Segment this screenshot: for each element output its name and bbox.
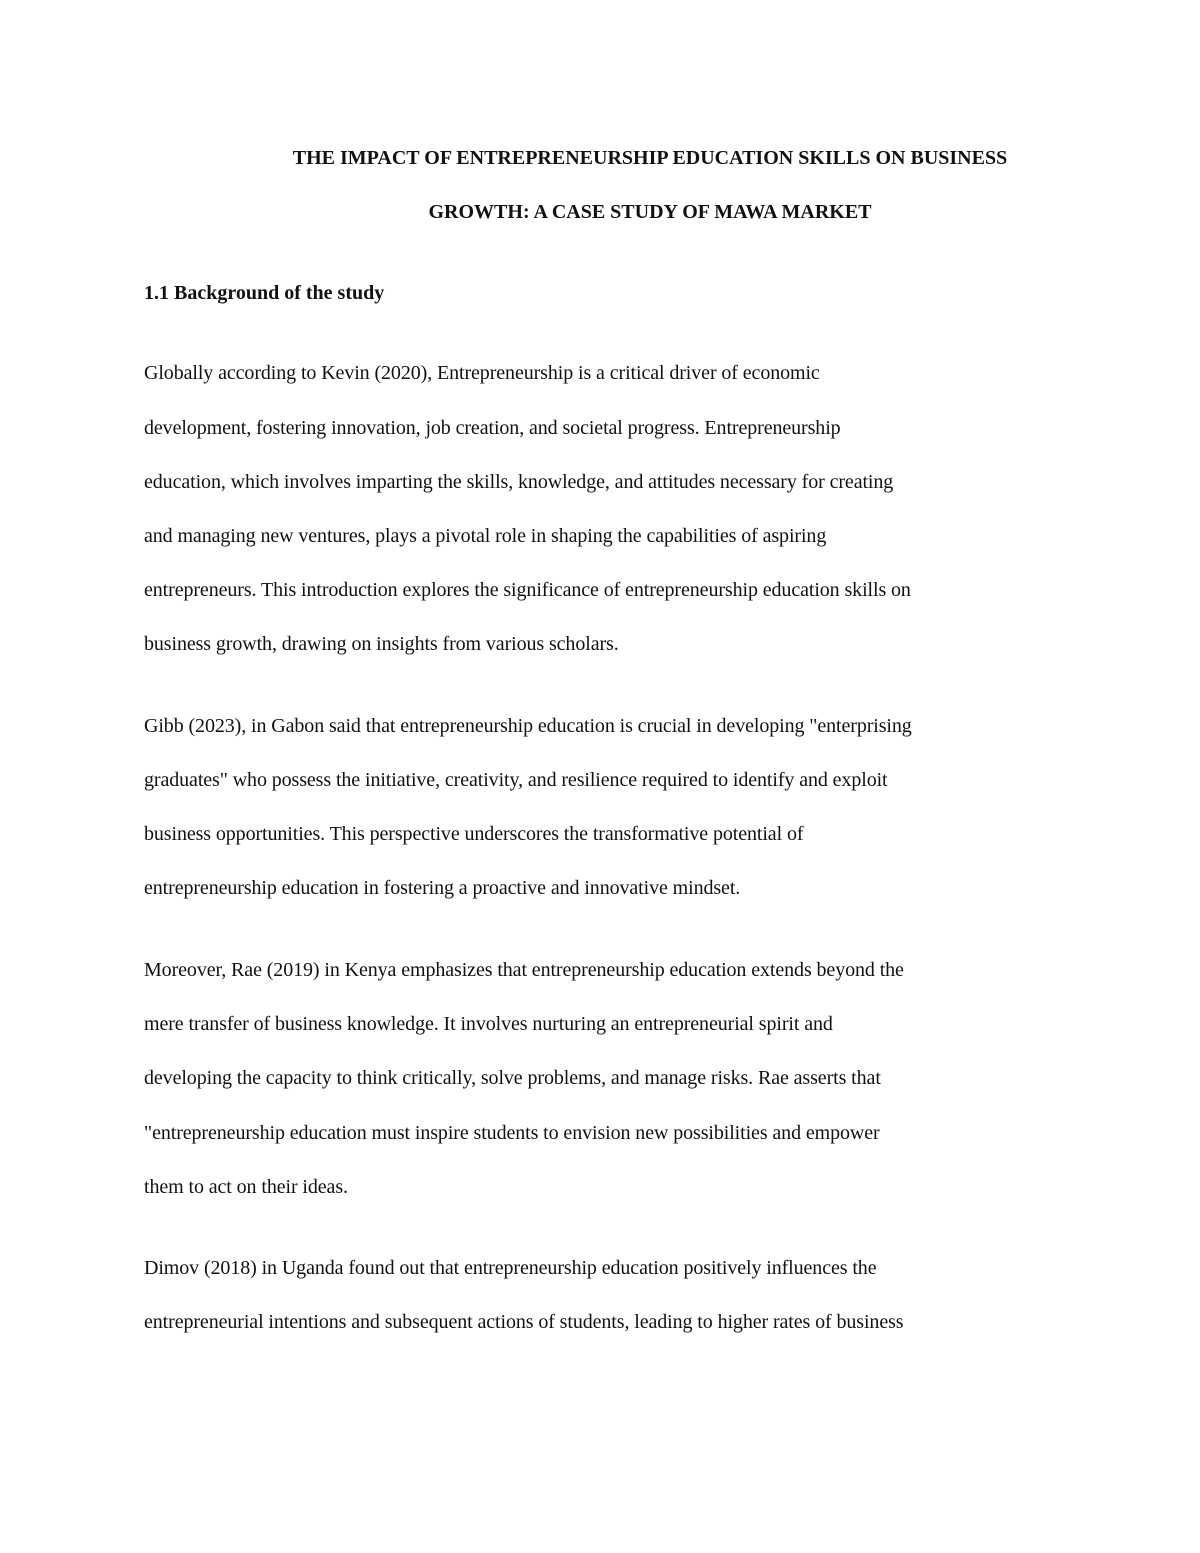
paragraph-3-line-5: them to act on their ideas. — [144, 1176, 348, 1198]
paragraph-1-line-1: Globally according to Kevin (2020), Entrepreneurship is a critical driver of economic — [144, 362, 820, 384]
paragraph-3-line-4: "entrepreneurship education must inspire students to envision new possibilities and empower — [144, 1122, 880, 1144]
section-heading: 1.1 Background of the study — [144, 282, 385, 304]
paragraph-1-line-2: development, fostering innovation, job creation, and societal progress. Entrepreneurship — [144, 417, 841, 439]
document-title-line-1: THE IMPACT OF ENTREPRENEURSHIP EDUCATION SKILLS ON BUSINESS — [292, 147, 1008, 169]
paragraph-2-line-4: entrepreneurship education in fostering a proactive and innovative mindset. — [144, 877, 741, 899]
paragraph-4-line-1: Dimov (2018) in Uganda found out that entrepreneurship education positively influences the — [144, 1257, 877, 1279]
paragraph-2-line-3: business opportunities. This perspective underscores the transformative potential of — [144, 823, 804, 845]
paragraph-1-line-5: entrepreneurs. This introduction explores the significance of entrepreneurship education skills on — [144, 579, 911, 601]
paragraph-3-line-1: Moreover, Rae (2019) in Kenya emphasizes that entrepreneurship education extends beyond the — [144, 959, 904, 981]
paragraph-2-line-2: graduates" who possess the initiative, creativity, and resilience required to identify and exploit — [144, 769, 888, 791]
paragraph-1-line-3: education, which involves imparting the skills, knowledge, and attitudes necessary for creating — [144, 471, 894, 493]
document-title-line-2: GROWTH: A CASE STUDY OF MAWA MARKET — [428, 201, 872, 223]
paragraph-1-line-6: business growth, drawing on insights from various scholars. — [144, 633, 619, 655]
paragraph-1-line-4: and managing new ventures, plays a pivotal role in shaping the capabilities of aspiring — [144, 525, 827, 547]
paragraph-3-line-3: developing the capacity to think critically, solve problems, and manage risks. Rae asserts that — [144, 1067, 881, 1089]
paragraph-4-line-2: entrepreneurial intentions and subsequent actions of students, leading to higher rates of business — [144, 1311, 904, 1333]
paragraph-2-line-1: Gibb (2023), in Gabon said that entrepreneurship education is crucial in developing "enterprising — [144, 715, 912, 737]
paragraph-3-line-2: mere transfer of business knowledge. It involves nurturing an entrepreneurial spirit and — [144, 1013, 833, 1035]
